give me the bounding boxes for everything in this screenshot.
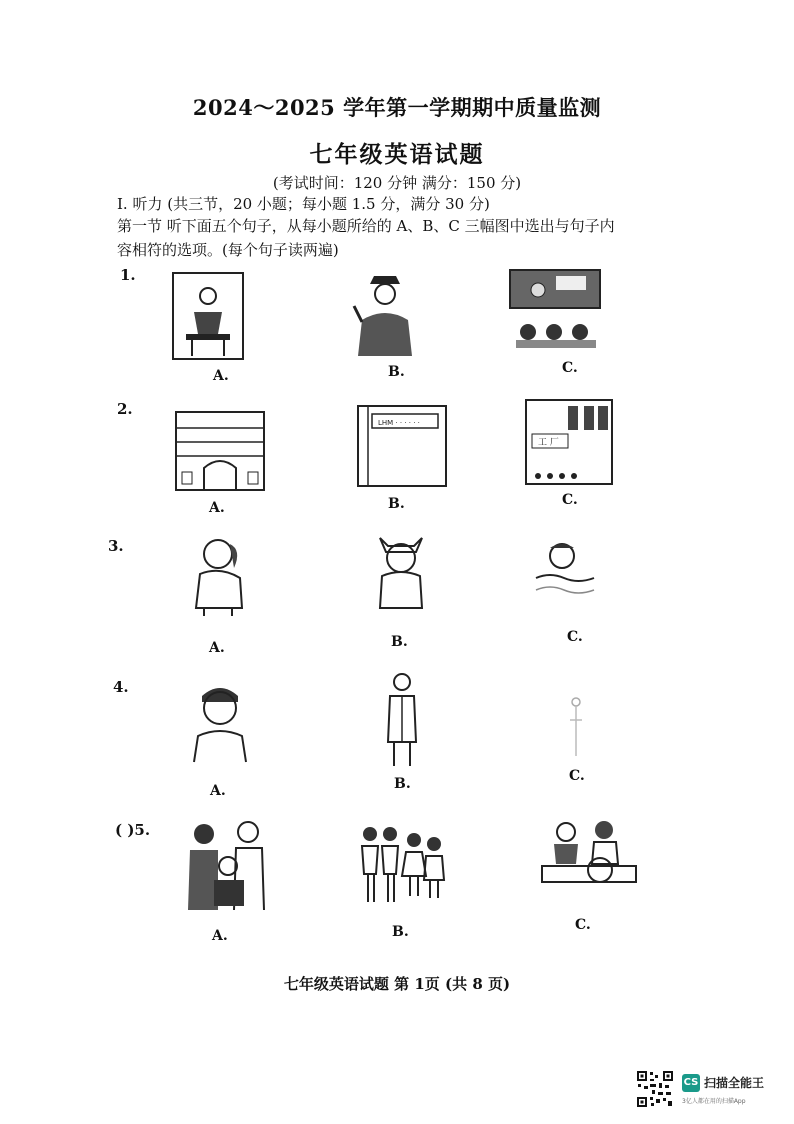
- boy-swimming-icon: [534, 540, 596, 604]
- school-building-icon: [174, 410, 266, 492]
- exam-subtitle: 七年级英语试题: [309, 141, 485, 168]
- option-label: C.: [575, 917, 591, 933]
- option-label: A.: [212, 928, 228, 944]
- option-label: B.: [388, 364, 405, 380]
- police-officer-icon: [352, 270, 418, 358]
- svg-text:LHM · · · · · ·: LHM · · · · · ·: [378, 419, 420, 427]
- option-label: B.: [388, 496, 405, 512]
- children-standing-icon: [356, 824, 446, 904]
- cat-icon: [372, 528, 430, 612]
- question-number: 2.: [117, 400, 133, 418]
- factory-icon: [524, 398, 614, 486]
- section-heading: Ⅰ. 听力 (共三节，20 小题；每小题 1.5 分，满分 30 分): [117, 195, 490, 213]
- page-footer: 七年级英语试题 第 1页 (共 8 页): [283, 975, 511, 993]
- boy-portrait-icon: [190, 678, 250, 764]
- question-number-with-answer-blank: ( )5.: [115, 821, 151, 839]
- option-label: A.: [210, 783, 226, 799]
- option-label: C.: [567, 629, 583, 645]
- option-label: A.: [209, 640, 225, 656]
- faint-figure-icon: [566, 696, 586, 758]
- exam-title: 2024～2025 学年第一学期期中质量监测: [192, 95, 602, 120]
- instructions-line-2: 容相符的选项。(每个句子读两遍): [117, 241, 339, 259]
- question-number: 1.: [120, 266, 136, 284]
- family-group-icon: [184, 820, 270, 912]
- option-label: C.: [562, 360, 578, 376]
- question-number: 4.: [113, 678, 129, 696]
- camscanner-logo-icon: CS: [682, 1074, 700, 1092]
- scanner-app-name: 扫描全能王: [704, 1076, 765, 1090]
- scanner-watermark: [636, 1068, 786, 1112]
- classroom-teacher-icon: [508, 268, 602, 354]
- instructions-line-1: 第一节 听下面五个句子，从每小题所给的 A、B、C 三幅图中选出与句子内: [117, 217, 615, 235]
- exam-info: (考试时间：120 分钟 满分：150 分): [272, 174, 522, 192]
- option-label: B.: [394, 776, 411, 792]
- people-on-bike-icon: [538, 820, 640, 886]
- option-label: A.: [209, 500, 225, 516]
- dog-icon: [186, 534, 254, 618]
- scanner-tagline: 3亿人都在用的扫描App: [682, 1098, 746, 1105]
- svg-text:工 厂: 工 厂: [538, 438, 559, 448]
- option-label: B.: [392, 924, 409, 940]
- hospital-sign-icon: [356, 404, 448, 488]
- option-label: C.: [562, 492, 578, 508]
- man-in-coat-icon: [382, 672, 422, 768]
- option-label: A.: [213, 368, 229, 384]
- teacher-at-desk-icon: [172, 272, 244, 360]
- qr-code-icon: [636, 1070, 674, 1108]
- question-number: 3.: [108, 537, 124, 555]
- option-label: B.: [391, 634, 408, 650]
- part1-instructions: [117, 214, 717, 262]
- option-label: C.: [569, 768, 585, 784]
